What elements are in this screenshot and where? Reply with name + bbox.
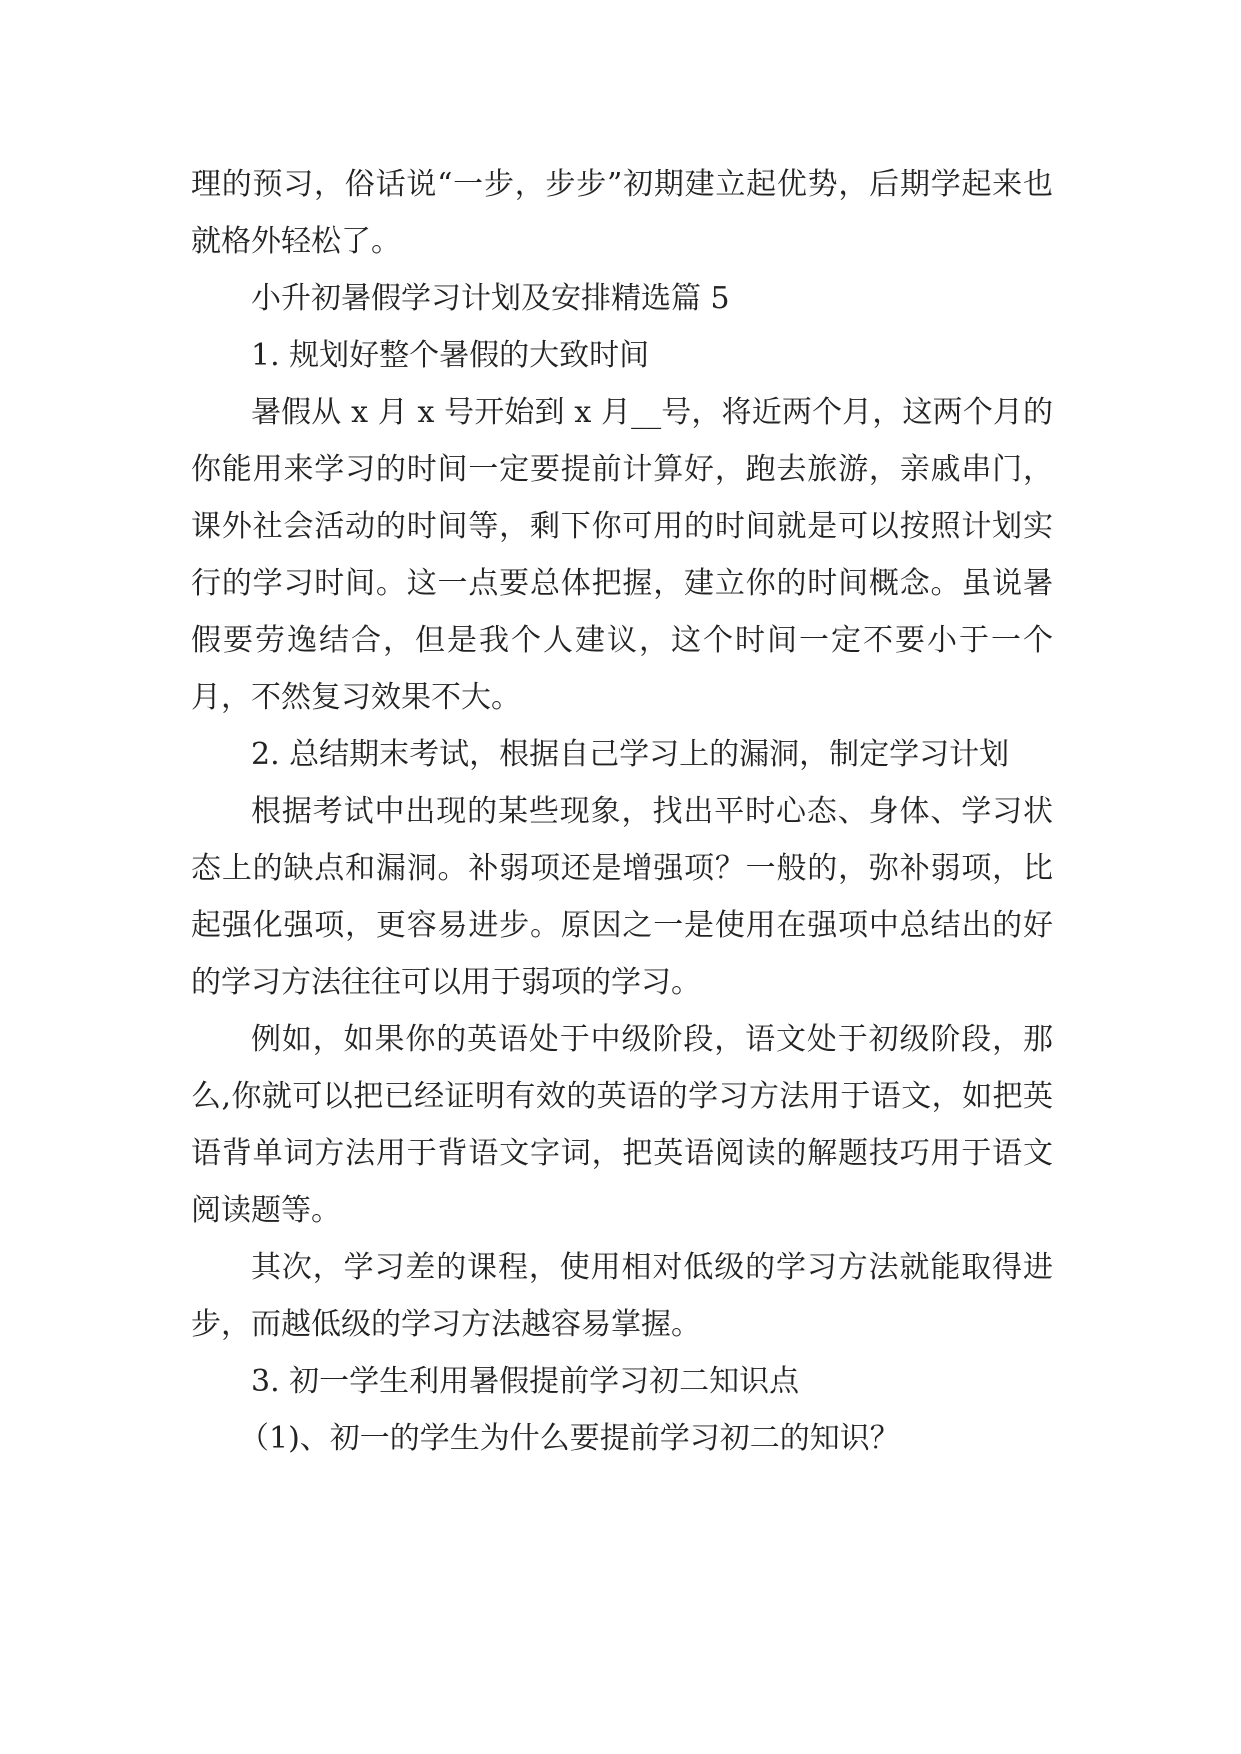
subheading-1: （1)、初一的学生为什么要提前学习初二的知识？ (239, 1421, 900, 1456)
heading-2: 2. 总结期末考试，根据自己学习上的漏洞，制定学习计划 (251, 737, 1010, 772)
heading-1: 1. 规划好整个暑假的大致时间 (251, 338, 650, 373)
paragraph-exam-analysis: 根据考试中出现的某些现象，找出平时心态、身体、学习状态上的缺点和漏洞。补弱项还是增强项？一般的，弥补弱项，比起强化强项，更容易进步。原因之一是使用在强项中总结出的好的学习方法往往可以用于弱项的学习。 (191, 794, 1053, 1000)
heading-3: 3. 初一学生利用暑假提前学习初二知识点 (251, 1364, 800, 1399)
paragraph-example: 例如，如果你的英语处于中级阶段，语文处于初级阶段，那么,你就可以把已经证明有效的英语的学习方法用于语文，如把英语背单词方法用于背语文字词，把英语阅读的解题技巧用于语文阅读题等。 (191, 1022, 1053, 1228)
paragraph-secondly: 其次，学习差的课程，使用相对低级的学习方法就能取得进步，而越低级的学习方法越容易掌握。 (191, 1250, 1053, 1342)
paragraph-continuation: 理的预习，俗话说“一步，步步”初期建立起优势，后期学起来也就格外轻松了。 (191, 167, 1053, 259)
document-page (191, 156, 1053, 1467)
section-title: 小升初暑假学习计划及安排精选篇 5 (251, 281, 730, 316)
paragraph-summer-time: 暑假从 x 月 x 号开始到 x 月__号，将近两个月，这两个月的你能用来学习的时间一定要提前计算好，跑去旅游，亲戚串门，课外社会活动的时间等，剩下你可用的时间就是可以按照计划实行的学习时间。这一点要总体把握，建立你的时间概念。虽说暑假要劳逸结合，但是我个人建议，这个时间一定不要小于一个月，不然复习效果不大。 (191, 395, 1053, 715)
